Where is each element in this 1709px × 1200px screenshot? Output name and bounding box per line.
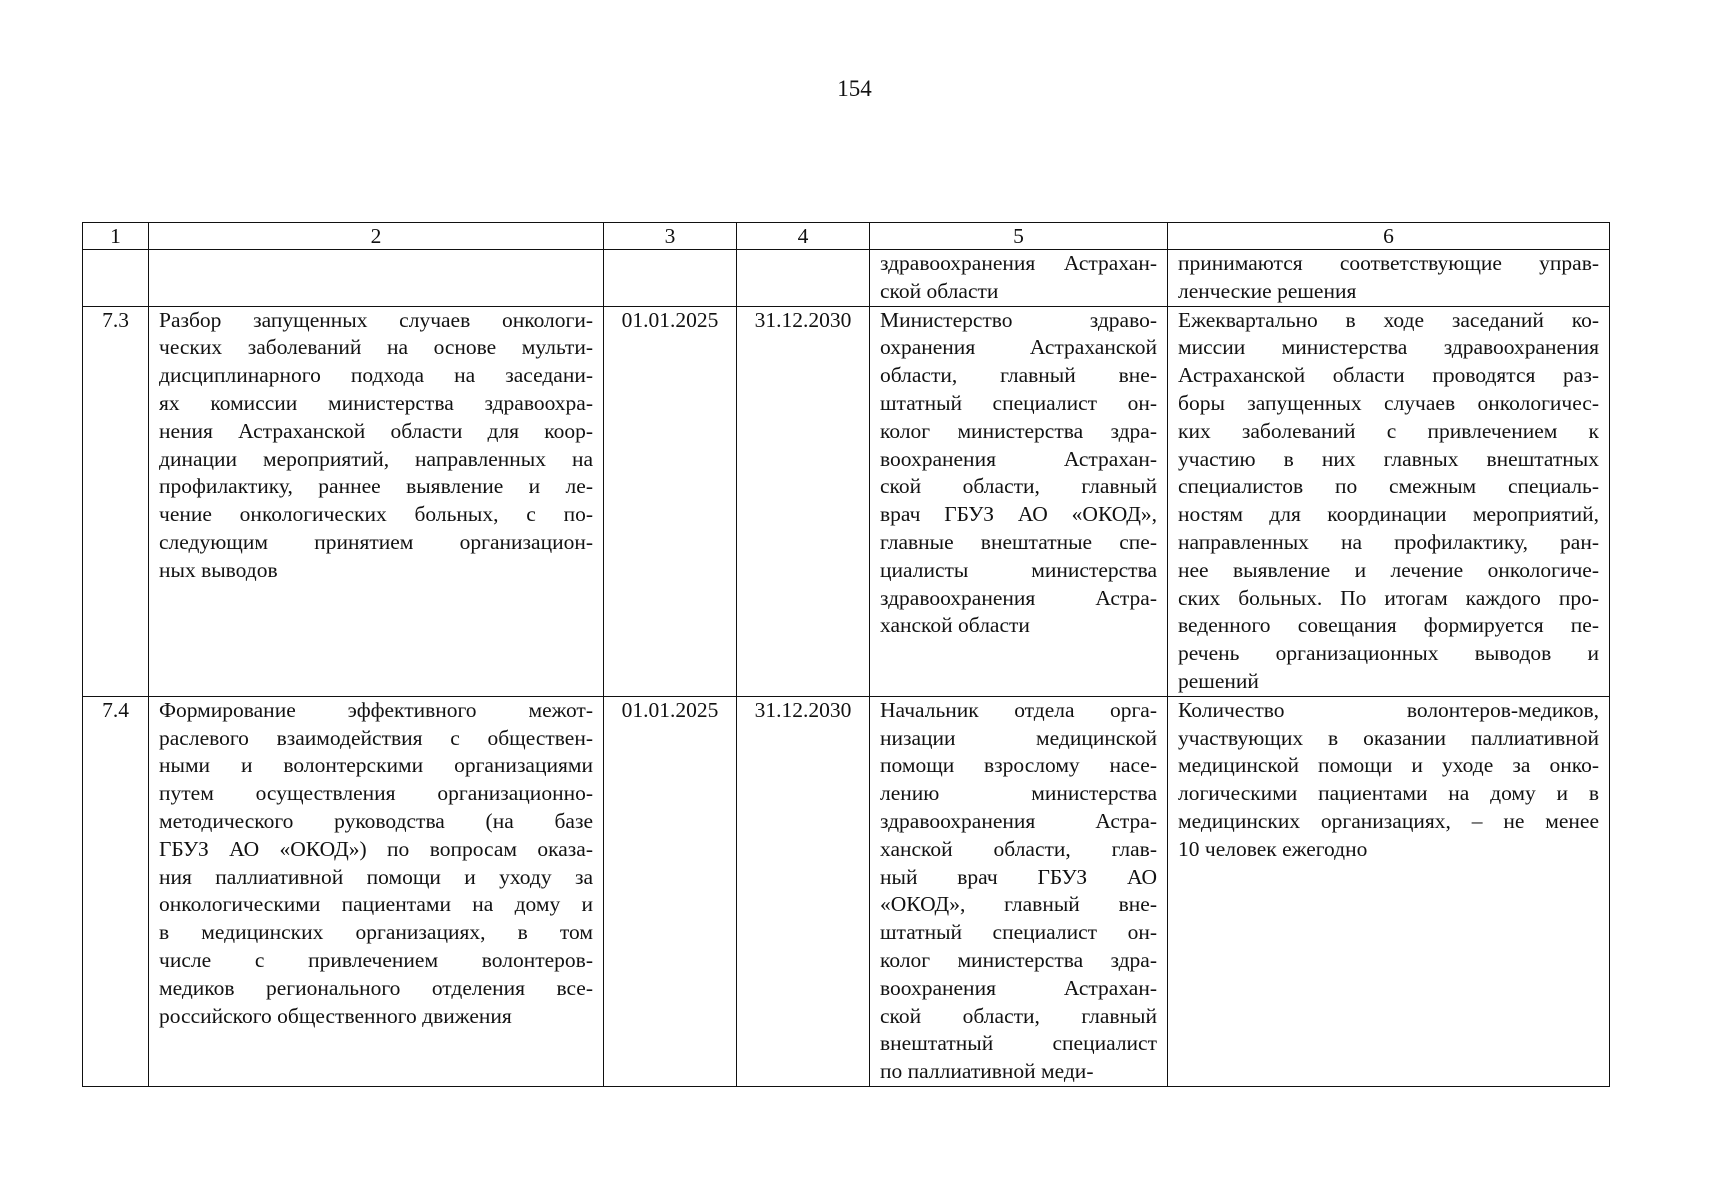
cell-text-line: ния паллиативной помощи и уходу за (159, 864, 593, 889)
header-col-4: 4 (737, 223, 870, 250)
cell-text-line: числе с привлечением волонтеров- (159, 947, 593, 972)
cell-text-line: ской области, главный (880, 474, 1157, 499)
cont-num-cell (83, 250, 149, 307)
cell-text-line: 10 человек ежегодно (1178, 836, 1368, 861)
cell-text-line: ных выводов (159, 557, 278, 582)
cell-text-line: ких заболеваний с привлечением к (1178, 418, 1599, 443)
row-responsible (870, 696, 1168, 1086)
cell-text-line: логическими пациентами на дому и в (1178, 781, 1599, 806)
cell-text-line: нения Астраханской области для коор- (159, 418, 593, 443)
cell-text-line: ских больных. По итогам каждого про- (1178, 585, 1599, 610)
header-col-1: 1 (83, 223, 149, 250)
cell-text-line: «ОКОД», главный вне- (880, 892, 1157, 917)
cell-text-line: путем осуществления организационно- (159, 781, 593, 806)
cell-text-line: Количество волонтеров-медиков, (1178, 697, 1599, 722)
cell-text-line: штатный специалист он- (880, 390, 1157, 415)
row-end-date: 31.12.2030 (737, 696, 870, 1086)
row-result (1168, 306, 1610, 696)
cell-text-line: в медицинских организациях, в том (159, 920, 593, 945)
cell-text-line: воохранения Астрахан- (880, 975, 1157, 1000)
cell-text-line: направленных на профилактику, ран- (1178, 529, 1599, 554)
cell-text-line: Министерство здраво- (880, 307, 1157, 332)
row-description (149, 306, 604, 696)
cell-text-line: циалисты министерства (880, 557, 1157, 582)
cell-text-line: ях комиссии министерства здравоохра- (159, 390, 593, 415)
cont-responsible-cell (870, 250, 1168, 307)
header-col-6: 6 (1168, 223, 1610, 250)
cell-text-line: главные внештатные спе- (880, 529, 1157, 554)
measures-table (82, 222, 1610, 1087)
cell-text-line: веденного совещания формируется пе- (1178, 613, 1599, 638)
header-col-2: 2 (149, 223, 604, 250)
table-header-row (83, 223, 1610, 250)
cell-text-line: ской области, главный (880, 1003, 1157, 1028)
cell-text-line: методического руководства (на базе (159, 808, 593, 833)
cell-text-line: здравоохранения Астрахан- (880, 251, 1157, 275)
cell-text-line: ханской области (880, 613, 1030, 638)
row-end-date: 31.12.2030 (737, 306, 870, 696)
cell-text-line: речень организационных выводов и (1178, 641, 1599, 666)
cont-description-cell (149, 250, 604, 307)
cell-text-line: ными и волонтерскими организациями (159, 753, 593, 778)
cell-text-line: онкологическими пациентами на дому и (159, 892, 593, 917)
cell-text-line: Астраханской области проводятся раз- (1178, 363, 1599, 388)
cell-text-line: ской области (880, 278, 999, 303)
row-description (149, 696, 604, 1086)
cell-text-line: ностям для координации мероприятий, (1178, 502, 1599, 527)
cell-text-line: раслевого взаимодействия с обществен- (159, 725, 593, 750)
cell-text-line: ный врач ГБУЗ АО (880, 864, 1157, 889)
cell-text-line: медицинских организациях, – не менее (1178, 808, 1599, 833)
cell-text-line: врач ГБУЗ АО «ОКОД», (880, 502, 1157, 527)
row-number: 7.3 (83, 306, 149, 696)
cell-text-line: нее выявление и лечение онкологиче- (1178, 557, 1599, 582)
cell-text-line: низации медицинской (880, 725, 1157, 750)
cell-text-line: медиков регионального отделения все- (159, 975, 593, 1000)
cell-text-line: участию в них главных внештатных (1178, 446, 1599, 471)
cell-text-line: охранения Астраханской (880, 335, 1157, 360)
table-row (83, 306, 1610, 696)
row-start-date: 01.01.2025 (604, 696, 737, 1086)
cell-text-line: дисциплинарного подхода на заседани- (159, 363, 593, 388)
cell-text-line: Разбор запущенных случаев онкологи- (159, 307, 593, 332)
cont-result-cell (1168, 250, 1610, 307)
cont-end-cell (737, 250, 870, 307)
cell-text-line: ГБУЗ АО «ОКОД») по вопросам оказа- (159, 836, 593, 861)
header-col-5: 5 (870, 223, 1168, 250)
cell-text-line: миссии министерства здравоохранения (1178, 335, 1599, 360)
cell-text-line: помощи взрослому насе- (880, 753, 1157, 778)
cell-text-line: ханской области, глав- (880, 836, 1157, 861)
cont-start-cell (604, 250, 737, 307)
cell-text-line: внештатный специалист (880, 1031, 1157, 1056)
cell-text-line: участвующих в оказании паллиативной (1178, 725, 1599, 750)
cell-text-line: чение онкологических больных, с по- (159, 502, 593, 527)
cell-text-line: по паллиативной меди- (880, 1059, 1094, 1084)
cell-text-line: штатный специалист он- (880, 920, 1157, 945)
cell-text-line: боры запущенных случаев онкологичес- (1178, 390, 1599, 415)
cell-text-line: профилактику, раннее выявление и ле- (159, 474, 593, 499)
cell-text-line: Начальник отдела орга- (880, 697, 1157, 722)
cell-text-line: воохранения Астрахан- (880, 446, 1157, 471)
header-col-3: 3 (604, 223, 737, 250)
cell-text-line: российского общественного движения (159, 1003, 512, 1028)
row-start-date: 01.01.2025 (604, 306, 737, 696)
cell-text-line: здравоохранения Астра- (880, 808, 1157, 833)
cell-text-line: следующим принятием организацион- (159, 529, 593, 554)
row-result (1168, 696, 1610, 1086)
cell-text-line: колог министерства здра- (880, 418, 1157, 443)
cell-text-line: ленческие решения (1178, 278, 1357, 303)
cell-text-line: динации мероприятий, направленных на (159, 446, 593, 471)
cell-text-line: специалистов по смежным специаль- (1178, 474, 1599, 499)
cell-text-line: здравоохранения Астра- (880, 585, 1157, 610)
continuation-row (83, 250, 1610, 307)
cell-text-line: Ежеквартально в ходе заседаний ко- (1178, 307, 1599, 332)
page-number: 154 (837, 76, 872, 101)
cell-text-line: лению министерства (880, 781, 1157, 806)
cell-text-line: ческих заболеваний на основе мульти- (159, 335, 593, 360)
cell-text-line: принимаются соответствующие управ- (1178, 251, 1599, 275)
cell-text-line: медицинской помощи и уходе за онко- (1178, 753, 1599, 778)
row-number: 7.4 (83, 696, 149, 1086)
cell-text-line: Формирование эффективного межот- (159, 697, 593, 722)
cell-text-line: решений (1178, 668, 1259, 693)
cell-text-line: колог министерства здра- (880, 947, 1157, 972)
cell-text-line: области, главный вне- (880, 363, 1157, 388)
table-row (83, 696, 1610, 1086)
row-responsible (870, 306, 1168, 696)
